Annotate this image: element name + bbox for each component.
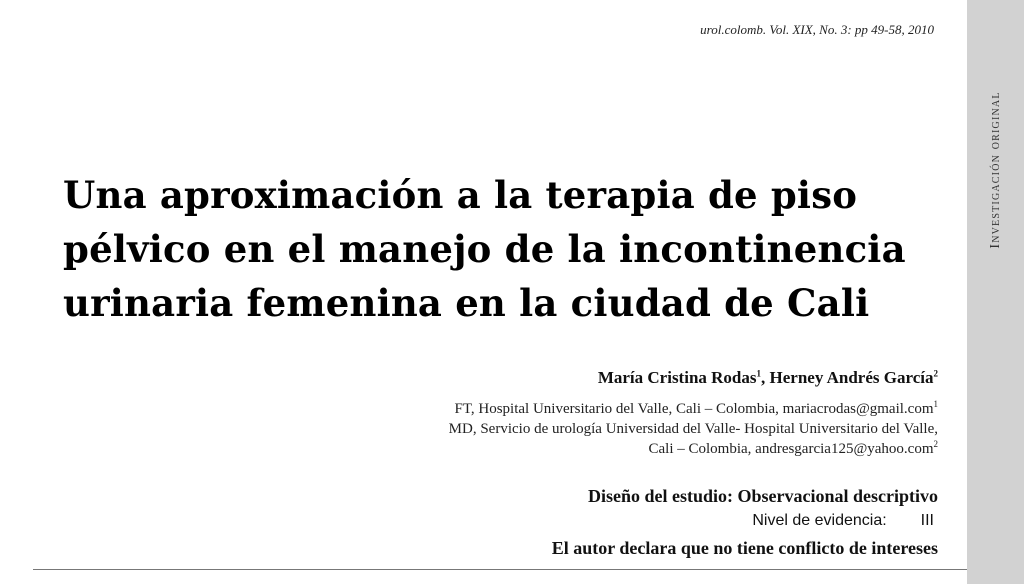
study-design: Diseño del estudio: Observacional descriptivo [588, 486, 938, 506]
affiliation-line: FT, Hospital Universitario del Valle, Cali – Colombia, mariacrodas@gmail.com$^1$ [454, 399, 938, 417]
journal-reference: urol.colomb. Vol. XIX, No. 3: pp 49-58, 2010 [700, 22, 934, 37]
section-label: Investigación original [987, 91, 1003, 249]
author-name: María Cristina Rodas [597, 368, 757, 387]
conflict-statement: El autor declara que no tiene conflicto de intereses [551, 538, 938, 558]
evidence-label: Nivel de evidencia: [752, 512, 887, 529]
author-affil-mark: 1 [756, 368, 761, 379]
affiliation-line: MD, Servicio de urología Universidad del Valle- Hospital Universitario del Valle, [448, 421, 938, 437]
affiliations [449, 399, 938, 459]
affiliation-line: Cali – Colombia, andresgarcia125@yahoo.com$^2$ [648, 439, 938, 457]
author-name: Herney Andrés García [769, 368, 934, 387]
author-affil-mark: 2 [933, 368, 938, 379]
bottom-divider [33, 569, 967, 570]
section-side-band [967, 0, 1024, 584]
author-line: María Cristina Rodas$^1$, Herney Andrés García$^2$ [597, 368, 938, 387]
article-title: Una aproximación a la terapia de piso pélvico en el manejo de la incontinencia urinaria femenina en la ciudad de Cali [63, 173, 906, 325]
evidence-level [752, 512, 934, 530]
evidence-value: III [920, 512, 934, 529]
